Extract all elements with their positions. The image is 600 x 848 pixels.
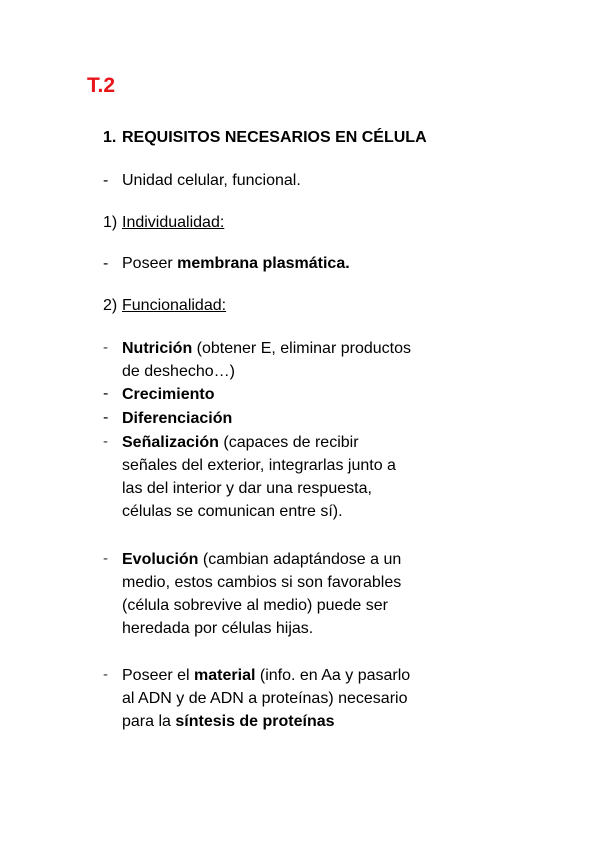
list-item-dash: -: [103, 255, 109, 272]
item-text: Poseer el: [122, 667, 195, 684]
item-text: (cambian adaptándose a un medio, estos cambios si son favorables (célula sobrevive al medio) puede ser heredada por células hijas.: [122, 551, 402, 637]
subheading-label: Individualidad:: [122, 214, 225, 231]
item-bold-text: membrana plasmática.: [177, 255, 350, 272]
list-item-membrana: [122, 253, 350, 275]
section-number: 1.: [103, 129, 117, 146]
list-item-diferenciacion: [122, 407, 412, 430]
subheading-number: 2): [103, 297, 118, 314]
subheading-individualidad: [103, 212, 224, 234]
list-item-dash: -: [103, 339, 108, 356]
item-text: (obtener E, eliminar productos de deshecho…): [122, 340, 411, 380]
list-item-nutricion: [122, 337, 412, 383]
section-heading: [103, 127, 427, 149]
item-bold-text: Evolución: [122, 551, 199, 568]
subheading-number: 1): [103, 214, 118, 231]
intro-text: Unidad celular, funcional.: [122, 172, 301, 189]
item-text: (capaces de recibir señales del exterior, integrarlas junto a las del interior y dar una respuesta, células se comunican entre sí).: [122, 434, 396, 520]
item-bold-text: Crecimiento: [122, 386, 215, 403]
item-bold-text: Nutrición: [122, 340, 193, 357]
list-item-dash: -: [103, 409, 109, 426]
intro-dash: -: [103, 172, 109, 189]
subheading-funcionalidad: [103, 295, 226, 317]
item-bold-text: material: [194, 667, 256, 684]
list-item-material: [122, 664, 412, 733]
list-item-evolucion: [122, 548, 412, 640]
item-bold-text: Diferenciación: [122, 410, 233, 427]
list-item-dash: -: [103, 550, 108, 567]
list-item-dash: -: [103, 666, 108, 683]
list-item-dash: -: [103, 385, 109, 402]
list-item-senalizacion: [122, 431, 412, 523]
subheading-label: Funcionalidad:: [122, 297, 227, 314]
document-title: T.2: [87, 74, 116, 97]
item-bold-text: síntesis de proteínas: [175, 713, 335, 730]
section-label: REQUISITOS NECESARIOS EN CÉLULA: [122, 129, 427, 146]
item-bold-text: Señalización: [122, 434, 219, 451]
item-text: (info. en Aa y pasarlo al ADN y de ADN a proteínas) necesario para la: [122, 667, 411, 730]
list-item-crecimiento: [122, 383, 412, 406]
list-item-dash: -: [103, 433, 108, 450]
item-text: Poseer: [122, 255, 178, 272]
